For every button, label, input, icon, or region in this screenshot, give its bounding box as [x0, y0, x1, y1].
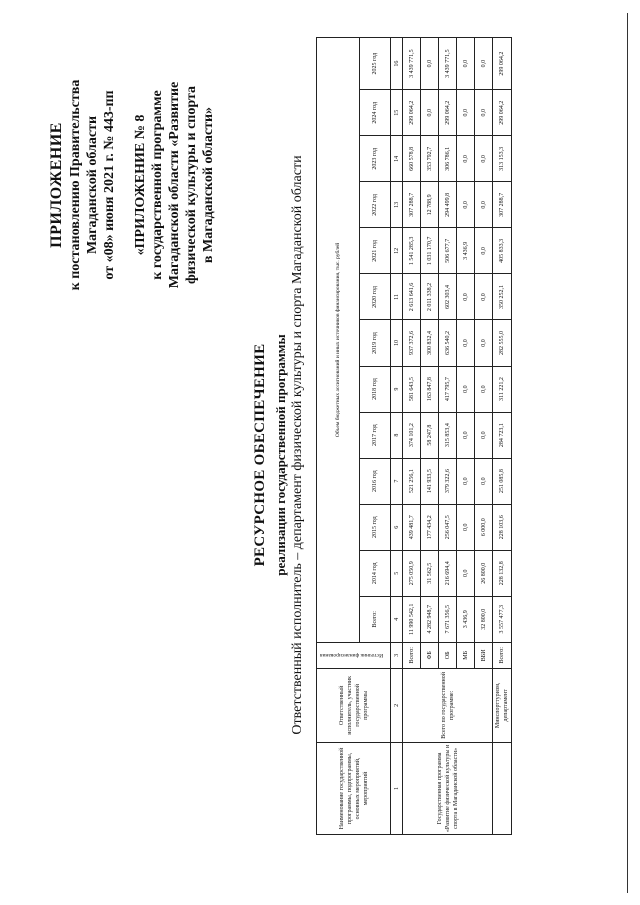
value-cell: 0,0 — [475, 38, 493, 90]
value-cell: 58 247,8 — [421, 412, 439, 458]
value-cell: 636 540,2 — [439, 320, 457, 366]
header-year: 2025 год — [360, 38, 391, 90]
value-cell: 31 562,5 — [421, 550, 439, 596]
value-cell: 141 933,5 — [421, 458, 439, 504]
value-cell: 0,0 — [475, 320, 493, 366]
value-cell: 163 847,8 — [421, 366, 439, 412]
page-bottom-rule — [627, 13, 628, 893]
header-line: Магаданской области — [85, 115, 100, 255]
value-cell: 284 723,1 — [493, 412, 512, 458]
executor-cell: Минспорттуризм, департамент — [493, 668, 512, 742]
value-cell: 0,0 — [475, 90, 493, 136]
header-year: 2016 год — [360, 458, 391, 504]
total-cell: 4 282 948,7 — [421, 596, 439, 642]
value-cell: 521 256,1 — [403, 458, 421, 504]
value-cell: 300 832,4 — [421, 320, 439, 366]
header-year: 2015 год — [360, 504, 391, 550]
value-cell: 350 252,1 — [493, 274, 512, 320]
header-source: Источник финансирования — [317, 642, 391, 668]
value-cell: 315 853,4 — [439, 412, 457, 458]
annex-line: Магаданской области «Развитие — [167, 81, 182, 289]
annex-title: ПРИЛОЖЕНИЕ — [48, 122, 65, 248]
total-cell: 11 990 542,1 — [403, 596, 421, 642]
total-cell: 3 557 477,3 — [493, 596, 512, 642]
value-cell: 0,0 — [457, 412, 475, 458]
value-cell: 374 101,2 — [403, 412, 421, 458]
header-line: к постановлению Правительства — [68, 79, 83, 291]
column-number: 16 — [391, 38, 403, 90]
column-number: 1 — [391, 742, 403, 834]
value-cell: 0,0 — [457, 274, 475, 320]
value-cell: 299 064,2 — [493, 90, 512, 136]
header-funding-group: Объем бюджетных ассигнований и иных источников финансирования, тыс. рублей — [317, 38, 360, 643]
source-cell: МБ — [457, 642, 475, 668]
value-cell: 294 499,8 — [439, 182, 457, 228]
column-number: 2 — [391, 668, 403, 742]
resource-table — [316, 37, 512, 835]
table-row — [493, 38, 512, 835]
value-cell: 275 050,9 — [403, 550, 421, 596]
value-cell: 282 555,0 — [493, 320, 512, 366]
value-cell: 3 436,9 — [457, 228, 475, 274]
value-cell: 228 132,8 — [493, 550, 512, 596]
column-number: 6 — [391, 504, 403, 550]
header-date: от «08» июня 2021 г. № 443-пп — [102, 90, 117, 280]
annex-line: в Магаданской области» — [201, 106, 216, 264]
total-cell: 7 671 356,5 — [439, 596, 457, 642]
column-number: 12 — [391, 228, 403, 274]
header-year: 2018 год — [360, 366, 391, 412]
value-cell: 307 288,7 — [493, 182, 512, 228]
value-cell: 0,0 — [457, 90, 475, 136]
value-cell: 311 221,2 — [493, 366, 512, 412]
value-cell: 2 613 641,6 — [403, 274, 421, 320]
value-cell: 3 439 771,5 — [439, 38, 457, 90]
value-cell: 0,0 — [457, 458, 475, 504]
value-cell: 0,0 — [421, 90, 439, 136]
value-cell: 12 788,9 — [421, 182, 439, 228]
value-cell: 0,0 — [475, 274, 493, 320]
source-cell: ВБИ — [475, 642, 493, 668]
value-cell: 379 322,6 — [439, 458, 457, 504]
title-block — [252, 155, 289, 755]
source-cell: ФБ — [421, 642, 439, 668]
header-year: 2019 год — [360, 320, 391, 366]
value-cell: 417 795,7 — [439, 366, 457, 412]
value-cell: 660 578,8 — [403, 136, 421, 182]
value-cell: 1 031 170,7 — [421, 228, 439, 274]
value-cell: 306 786,1 — [439, 136, 457, 182]
column-number: 5 — [391, 550, 403, 596]
value-cell: 0,0 — [475, 228, 493, 274]
value-cell: 0,0 — [475, 366, 493, 412]
document-subtitle: реализации государственной программы — [273, 334, 288, 576]
column-number: 10 — [391, 320, 403, 366]
header-year: 2017 год — [360, 412, 391, 458]
total-cell: 32 800,0 — [475, 596, 493, 642]
header-year: 2023 год — [360, 136, 391, 182]
value-cell: 0,0 — [475, 458, 493, 504]
annex-line: физической культуры и спорта — [184, 85, 199, 285]
column-number: 15 — [391, 90, 403, 136]
value-cell: 216 694,4 — [439, 550, 457, 596]
annex-line: к государственной программе — [150, 90, 165, 280]
value-cell: 0,0 — [421, 38, 439, 90]
value-cell: 307 288,7 — [403, 182, 421, 228]
document-title: РЕСУРСНОЕ ОБЕСПЕЧЕНИЕ — [252, 343, 268, 567]
header-name: Наименование государственной программы, подпрограммы, основных мероприятий, мероприятий — [317, 742, 391, 834]
value-cell: 6 000,0 — [475, 504, 493, 550]
value-cell: 0,0 — [457, 366, 475, 412]
column-number: 11 — [391, 274, 403, 320]
header-year: 2022 год — [360, 182, 391, 228]
program-name-cell: Государственная программа «Развитие физической культуры и спорта в Магаданской области» — [403, 742, 493, 834]
value-cell: 937 372,6 — [403, 320, 421, 366]
column-number: 3 — [391, 642, 403, 668]
total-cell: 3 436,9 — [457, 596, 475, 642]
value-cell: 26 800,0 — [475, 550, 493, 596]
header-year: 2024 год — [360, 90, 391, 136]
value-cell: 177 434,2 — [421, 504, 439, 550]
table-body — [391, 38, 512, 835]
value-cell: 299 064,2 — [439, 90, 457, 136]
value-cell: 251 085,8 — [493, 458, 512, 504]
value-cell: 0,0 — [457, 38, 475, 90]
executor-line: Ответственный исполнитель – департамент физической культуры и спорта Магаданской области — [290, 155, 305, 735]
value-cell: 313 153,3 — [493, 136, 512, 182]
column-number-row — [391, 38, 403, 835]
value-cell: 581 643,5 — [403, 366, 421, 412]
value-cell: 228 103,6 — [493, 504, 512, 550]
value-cell: 0,0 — [475, 412, 493, 458]
value-cell: 0,0 — [457, 320, 475, 366]
value-cell: 256 047,5 — [439, 504, 457, 550]
header-year: 2014 год — [360, 550, 391, 596]
header-total: Всего: — [360, 596, 391, 642]
value-cell: 0,0 — [457, 550, 475, 596]
empty-cell — [493, 742, 512, 834]
value-cell: 602 303,4 — [439, 274, 457, 320]
value-cell: 299 064,2 — [403, 90, 421, 136]
column-number: 4 — [391, 596, 403, 642]
column-number: 9 — [391, 366, 403, 412]
annex-number: «ПРИЛОЖЕНИЕ № 8 — [133, 114, 148, 256]
header-year: 2020 год — [360, 274, 391, 320]
source-cell: ОБ — [439, 642, 457, 668]
table-row — [403, 38, 421, 835]
value-cell: 2 011 338,2 — [421, 274, 439, 320]
value-cell: 405 833,3 — [493, 228, 512, 274]
value-cell: 299 064,2 — [493, 38, 512, 90]
header-year: 2021 год — [360, 228, 391, 274]
column-number: 13 — [391, 182, 403, 228]
value-cell: 0,0 — [475, 136, 493, 182]
value-cell: 0,0 — [457, 182, 475, 228]
value-cell: 0,0 — [457, 504, 475, 550]
column-number: 8 — [391, 412, 403, 458]
header-executor: Ответственный исполнитель, участник государственной программы — [317, 668, 391, 742]
column-number: 14 — [391, 136, 403, 182]
program-executor-cell: Всего по государственной программе: — [403, 668, 493, 742]
source-cell: Всего: — [493, 642, 512, 668]
header-block — [48, 20, 217, 350]
column-number: 7 — [391, 458, 403, 504]
value-cell: 3 439 771,5 — [403, 38, 421, 90]
value-cell: 1 541 285,3 — [403, 228, 421, 274]
value-cell: 353 792,7 — [421, 136, 439, 182]
value-cell: 506 677,7 — [439, 228, 457, 274]
source-cell: Всего: — [403, 642, 421, 668]
value-cell: 439 481,7 — [403, 504, 421, 550]
value-cell: 0,0 — [457, 136, 475, 182]
value-cell: 0,0 — [475, 182, 493, 228]
